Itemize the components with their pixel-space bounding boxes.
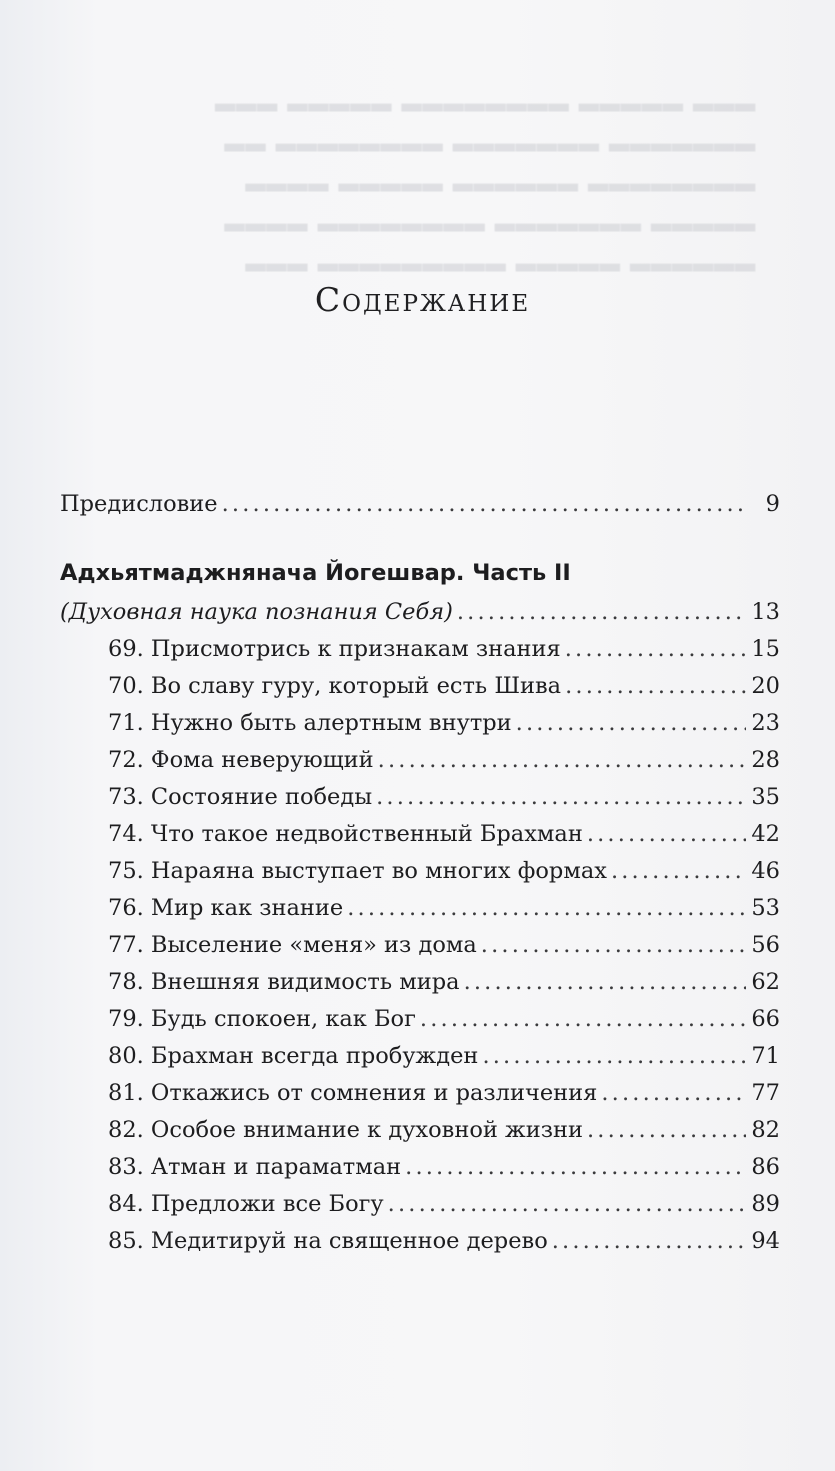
toc-entry-title: 82. Особое внимание к духовной жизни xyxy=(108,1117,583,1143)
toc-entry-page: 89 xyxy=(751,1191,780,1217)
toc-entry-title: 79. Будь спокоен, как Бог xyxy=(108,1006,416,1032)
toc-entry-page: 13 xyxy=(751,599,780,625)
dot-leader xyxy=(587,1110,746,1150)
toc-entry-title: 84. Предложи все Богу xyxy=(108,1191,384,1217)
toc-entry-page: 66 xyxy=(751,1006,780,1032)
dot-leader xyxy=(601,1073,746,1113)
toc-entry[interactable] xyxy=(108,925,780,965)
toc-entry[interactable] xyxy=(108,740,780,780)
toc-entry-page: 82 xyxy=(751,1117,780,1143)
toc-entry[interactable] xyxy=(108,1036,780,1076)
toc-entry-title: 72. Фома неверующий xyxy=(108,747,374,773)
toc-entry[interactable] xyxy=(108,629,780,669)
toc-entry-page: 42 xyxy=(751,821,780,847)
toc-entry[interactable] xyxy=(108,703,780,743)
toc-entry-title: 83. Атман и параматман xyxy=(108,1154,402,1180)
toc-entry-page: 9 xyxy=(765,491,780,517)
toc-entry-title: 78. Внешняя видимость мира xyxy=(108,969,460,995)
toc-entry[interactable] xyxy=(108,1184,780,1224)
toc-entry-title: 81. Откажись от сомнения и различения xyxy=(108,1080,598,1106)
toc-entry-page: 20 xyxy=(751,673,780,699)
toc-entry-page: 71 xyxy=(751,1043,780,1069)
toc-entry-page: 77 xyxy=(751,1080,780,1106)
dot-leader xyxy=(347,888,746,928)
toc-entry[interactable] xyxy=(108,999,780,1039)
dot-leader xyxy=(565,629,746,669)
dot-leader xyxy=(388,1184,746,1224)
part-title: Адхьятмаджнянача Йогешвар. Часть II xyxy=(60,560,571,586)
toc-entry[interactable] xyxy=(108,814,780,854)
toc-entry-page: 28 xyxy=(751,747,780,773)
toc-entry[interactable] xyxy=(108,1221,780,1261)
toc-entry-page: 94 xyxy=(751,1228,780,1254)
toc-entry[interactable] xyxy=(108,777,780,817)
toc-entry-title: 80. Брахман всегда пробужден xyxy=(108,1043,479,1069)
dot-leader xyxy=(552,1221,746,1261)
toc-entry-title: 69. Присмотрись к признакам знания xyxy=(108,636,561,662)
dot-leader xyxy=(457,592,746,632)
toc-entry-title: 73. Состояние победы xyxy=(108,784,373,810)
toc-entry-page: 35 xyxy=(751,784,780,810)
toc-entry[interactable] xyxy=(108,962,780,1002)
dot-leader xyxy=(378,740,746,780)
part-subtitle: (Духовная наука познания Себя) xyxy=(60,599,453,625)
dot-leader xyxy=(482,1036,746,1076)
toc-entry-page: 46 xyxy=(751,858,780,884)
toc-entry[interactable] xyxy=(108,851,780,891)
toc-entry-page: 62 xyxy=(751,969,780,995)
dot-leader xyxy=(565,666,746,706)
toc-entry-title: 77. Выселение «меня» из дома xyxy=(108,932,477,958)
toc-entry[interactable] xyxy=(108,666,780,706)
dot-leader xyxy=(405,1147,746,1187)
toc-entry[interactable] xyxy=(108,1110,780,1150)
dot-leader xyxy=(611,851,746,891)
toc-entry-page: 86 xyxy=(751,1154,780,1180)
toc-entry-preface[interactable] xyxy=(60,484,780,524)
dot-leader xyxy=(376,777,746,817)
toc-entry-page: 53 xyxy=(751,895,780,921)
toc-entry-title: 75. Нараяна выступает во многих формах xyxy=(108,858,607,884)
dot-leader xyxy=(420,999,746,1039)
toc-entry[interactable] xyxy=(108,1073,780,1113)
show-through-texture: ▂▂▂ ▂▂▂▂▂ ▂▂▂▂▂▂▂▂ ▂▂▂▂▂ ▂▂▂ ▂▂▂▂▂▂▂ ▂▂▂▂▂▂▂ ▂▂▂▂▂▂▂▂ ▂▂ ▂▂▂▂▂▂▂▂ ▂▂▂▂▂▂ ▂▂▂▂▂ ▂▂▂▂ ▂▂▂▂▂ ▂▂▂▂▂▂▂ ▂▂▂▂▂▂▂▂ ▂▂▂▂ ▂▂▂▂▂▂ ▂▂▂▂▂ ▂▂▂▂▂▂▂▂▂ ▂▂▂ xyxy=(214,82,755,272)
dot-leader xyxy=(464,962,746,1002)
toc-entry-title: 74. Что такое недвойственный Брахман xyxy=(108,821,583,847)
toc-entry[interactable] xyxy=(108,1147,780,1187)
toc-entry-page: 23 xyxy=(751,710,780,736)
toc-entry-title: Предисловие xyxy=(60,491,218,517)
dot-leader xyxy=(516,703,746,743)
toc-entry-part-subtitle[interactable] xyxy=(60,592,780,632)
toc-entry-page: 56 xyxy=(751,932,780,958)
toc-entry-title: 70. Во славу гуру, который есть Шива xyxy=(108,673,562,699)
toc-entry-title: 71. Нужно быть алертным внутри xyxy=(108,710,512,736)
toc-entry-title: 85. Медитируй на священное дерево xyxy=(108,1228,548,1254)
toc-entry-page: 15 xyxy=(751,636,780,662)
page-title: Содержание xyxy=(314,280,531,319)
toc-entry[interactable] xyxy=(108,888,780,928)
dot-leader xyxy=(587,814,746,854)
dot-leader xyxy=(222,484,746,524)
dot-leader xyxy=(481,925,746,965)
toc-entry-title: 76. Мир как знание xyxy=(108,895,344,921)
